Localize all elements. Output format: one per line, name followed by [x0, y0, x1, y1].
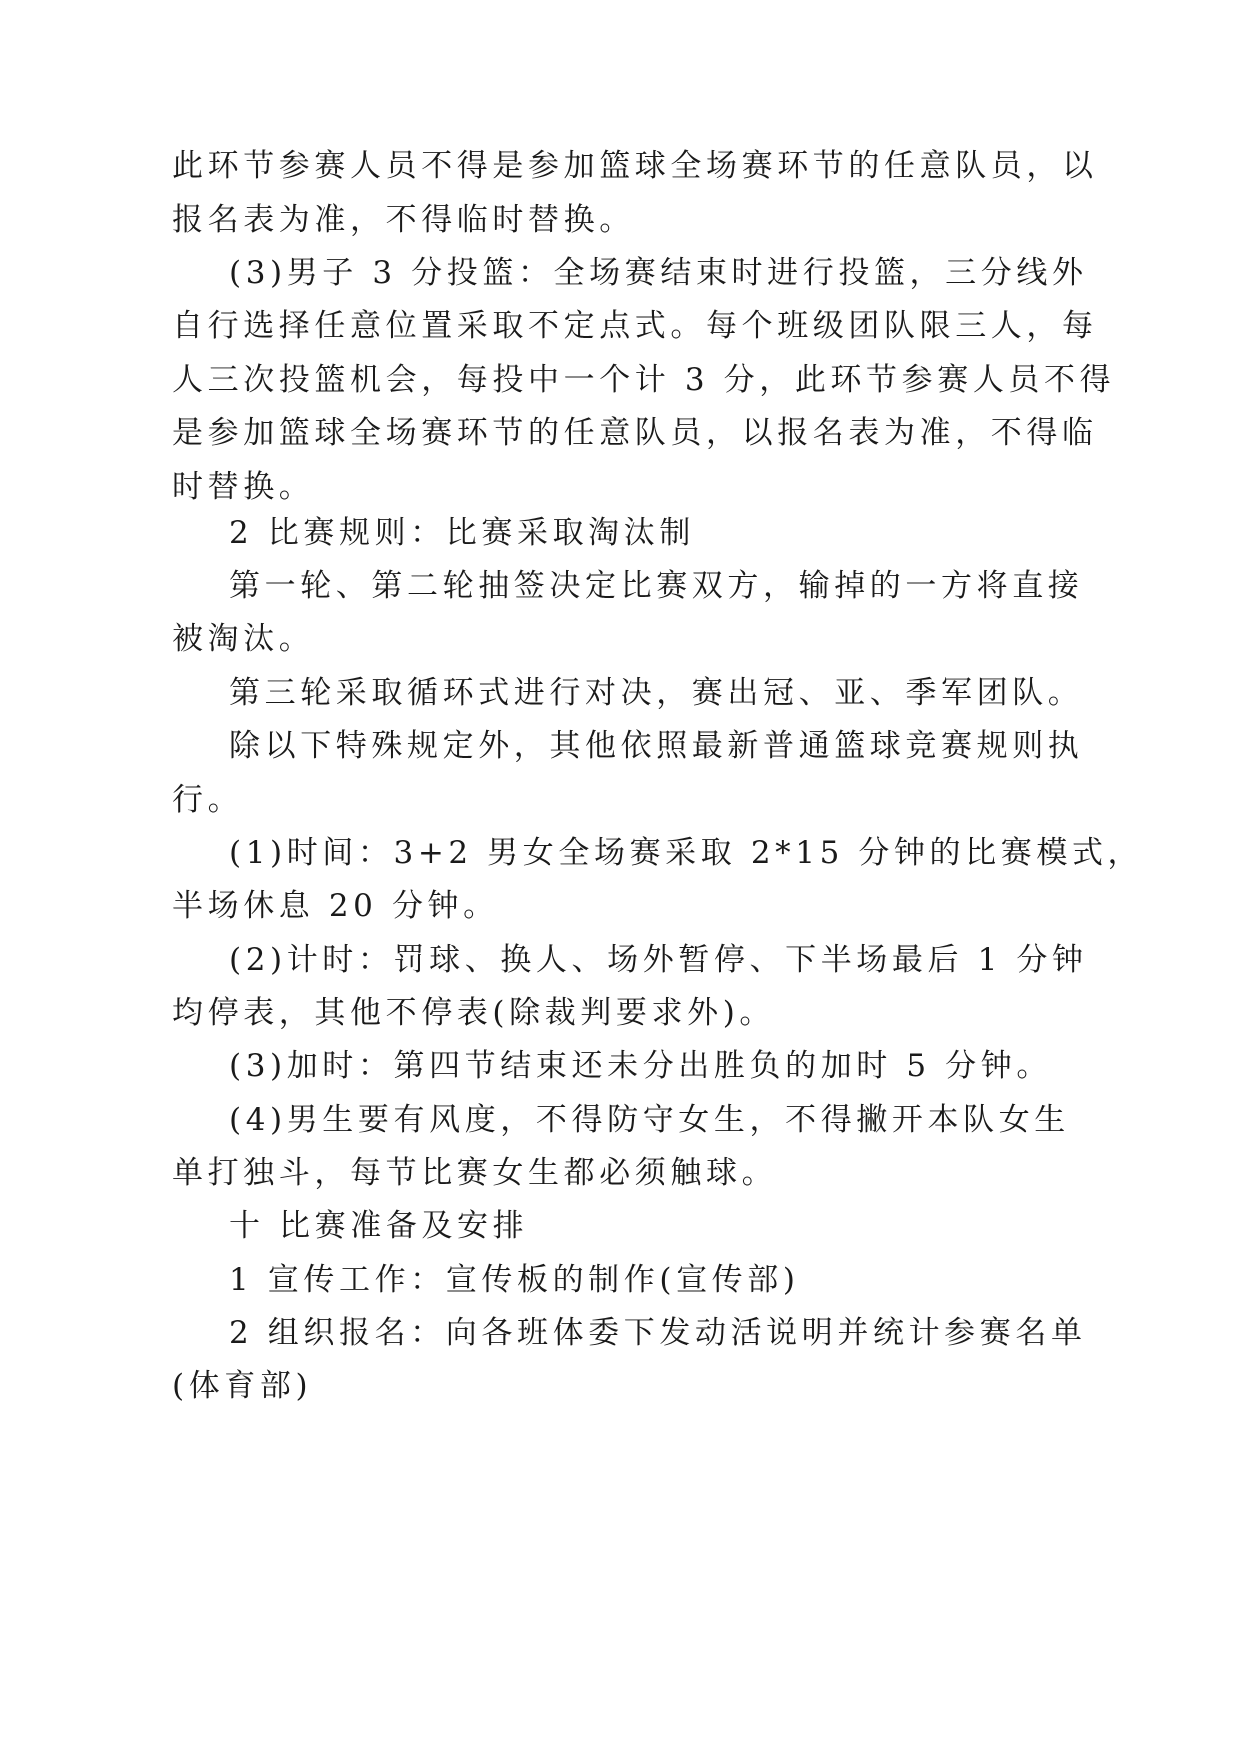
text-line: (4)男生要有风度，不得防守女生，不得撇开本队女生 [229, 1102, 1070, 1138]
text-line: 报名表为准，不得临时替换。 [172, 202, 635, 238]
section-heading: 2 比赛规则：比赛采取淘汰制 [229, 515, 695, 551]
text-line: 人三次投篮机会，每投中一个计 3 分，此环节参赛人员不得 [172, 362, 1116, 398]
text-line: 1 宣传工作：宣传板的制作(宣传部) [229, 1262, 800, 1298]
section-heading: 十 比赛准备及安排 [229, 1208, 529, 1244]
text-line: (2)计时：罚球、换人、场外暂停、下半场最后 1 分钟 [229, 942, 1088, 978]
text-line: 第一轮、第二轮抽签决定比赛双方，输掉的一方将直接 [229, 568, 1084, 604]
text-line: (1)时间：3+2 男女全场赛采取 2*15 分钟的比赛模式， [229, 835, 1144, 871]
text-line: (体育部) [172, 1368, 313, 1404]
text-line: 是参加篮球全场赛环节的任意队员，以报名表为准，不得临 [172, 415, 1098, 451]
text-line: 均停表，其他不停表(除裁判要求外)。 [172, 995, 775, 1031]
text-line: 单打独斗，每节比赛女生都必须触球。 [172, 1155, 778, 1191]
text-line: (3)加时：第四节结束还未分出胜负的加时 5 分钟。 [229, 1048, 1052, 1084]
text-line: 半场休息 20 分钟。 [172, 888, 499, 924]
text-line: 被淘汰。 [172, 621, 315, 657]
text-line: 时替换。 [172, 469, 315, 505]
text-line: 除以下特殊规定外，其他依照最新普通篮球竞赛规则执 [229, 728, 1084, 764]
text-line: 自行选择任意位置采取不定点式。每个班级团队限三人，每 [172, 308, 1098, 344]
text-line: (3)男子 3 分投篮：全场赛结束时进行投篮，三分线外 [229, 255, 1088, 291]
text-line: 第三轮采取循环式进行对决，赛出冠、亚、季军团队。 [229, 675, 1084, 711]
text-line: 此环节参赛人员不得是参加篮球全场赛环节的任意队员，以 [172, 148, 1098, 184]
text-line: 2 组织报名：向各班体委下发动活说明并统计参赛名单 [229, 1315, 1087, 1351]
text-line: 行。 [172, 782, 244, 818]
